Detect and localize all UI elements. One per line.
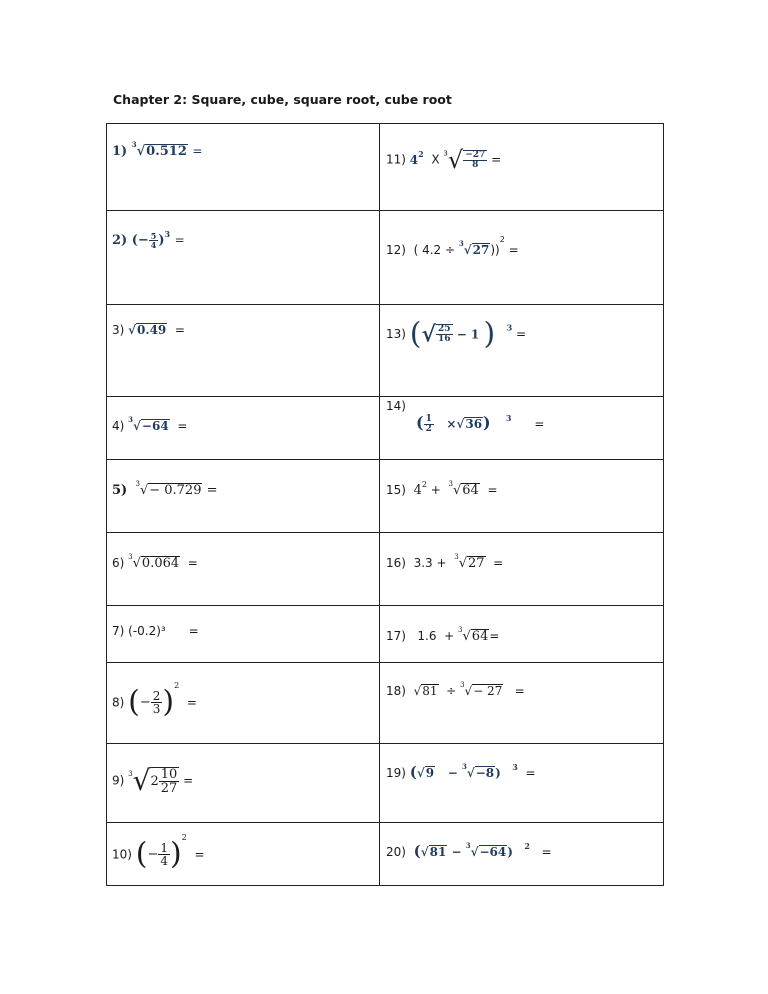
equals-sign: = bbox=[487, 483, 498, 497]
worksheet-title: Chapter 2: Square, cube, square root, cube root bbox=[113, 92, 452, 107]
plus-sign: + bbox=[430, 483, 441, 497]
problem-1-cell: 1) $^3$√0.512 = bbox=[107, 124, 380, 211]
radicand: 81 bbox=[422, 684, 438, 698]
radical-index: 3 bbox=[443, 149, 448, 158]
radicand: 81 bbox=[429, 845, 447, 859]
expression: (-0.2)³ bbox=[128, 624, 166, 638]
denominator: 3 bbox=[152, 702, 161, 716]
equals-sign: = bbox=[508, 243, 519, 257]
problem-11-cell: 11) $4^2$ X $^3$√ $\frac{-27}{8}$ = bbox=[380, 124, 664, 211]
table-row bbox=[107, 606, 664, 663]
base: 1.6 bbox=[417, 629, 437, 643]
exponent: 2 bbox=[181, 833, 187, 842]
equals-sign: = bbox=[493, 556, 504, 570]
problem-10-cell: 10) (− $\frac{1}{4}$ )$^2$ = bbox=[107, 823, 380, 886]
radicand: − 27 bbox=[473, 684, 503, 698]
equals-sign: = bbox=[516, 327, 527, 341]
problem-13-label: 13) bbox=[386, 327, 406, 341]
base: 3.3 bbox=[413, 556, 433, 570]
equals-sign: = bbox=[188, 624, 199, 638]
numerator: 1 bbox=[425, 414, 432, 424]
equals-sign: = bbox=[174, 323, 185, 337]
problem-6-label: 6) bbox=[112, 556, 125, 570]
problem-2-label: 2) bbox=[112, 233, 128, 248]
radicand: 0.512 bbox=[146, 144, 187, 159]
radical-index: 3 bbox=[465, 841, 471, 850]
exponent: 2 bbox=[524, 841, 530, 851]
close-paren: ) bbox=[158, 233, 165, 248]
table-row bbox=[107, 533, 664, 606]
radicand: 9 bbox=[425, 766, 435, 780]
problem-20-label: 20) bbox=[386, 845, 406, 859]
base: 4 bbox=[409, 152, 419, 167]
problem-12-label: 12) bbox=[386, 243, 406, 257]
exponent: 2 bbox=[418, 148, 424, 159]
table-row bbox=[107, 744, 664, 823]
radical-index: 3 bbox=[460, 681, 465, 689]
equals-sign: = bbox=[194, 847, 205, 862]
problem-3-label: 3) bbox=[112, 323, 125, 337]
problem-5-cell: 5) $^3$√− 0.729 = bbox=[107, 460, 380, 533]
radicand: 27 bbox=[472, 243, 490, 257]
denominator: 8 bbox=[472, 160, 479, 170]
numerator: 10 bbox=[160, 766, 178, 782]
equals-sign: = bbox=[174, 233, 185, 247]
radicand: 36 bbox=[465, 417, 483, 431]
times-sign: X bbox=[431, 152, 440, 167]
problem-15-cell: 15) $4^2 + ^3√64$ = bbox=[380, 460, 664, 533]
equals-sign: = bbox=[183, 773, 194, 788]
table-row bbox=[107, 823, 664, 886]
problem-4-cell: 4) $^3$√−64 = bbox=[107, 397, 380, 460]
exponent: 3 bbox=[505, 413, 512, 423]
denominator: 16 bbox=[437, 334, 451, 344]
problem-16-label: 16) bbox=[386, 556, 406, 570]
plus-sign: + bbox=[436, 556, 447, 570]
open-paren: (− bbox=[131, 233, 149, 248]
numerator: −27 bbox=[465, 150, 486, 160]
times-sign: × bbox=[446, 417, 457, 431]
radical-index: 3 bbox=[128, 415, 134, 424]
equals-sign: = bbox=[491, 152, 502, 167]
problem-19-label: 19) bbox=[386, 766, 406, 780]
exponent: 3 bbox=[506, 322, 513, 333]
equals-sign: = bbox=[206, 483, 218, 498]
table-row bbox=[107, 663, 664, 744]
equals-sign: = bbox=[192, 144, 203, 158]
equals-sign: = bbox=[187, 556, 198, 570]
numerator: 5 bbox=[150, 231, 157, 241]
radicand: −64 bbox=[479, 845, 507, 859]
equals-sign: = bbox=[489, 629, 500, 643]
radical-index: 3 bbox=[448, 480, 453, 488]
minus-sign: − bbox=[451, 845, 462, 859]
denominator: 27 bbox=[160, 780, 178, 796]
radical-index: 3 bbox=[461, 762, 467, 771]
radicand: −8 bbox=[475, 766, 495, 780]
radical-index: 3 bbox=[454, 553, 459, 561]
equals-sign: = bbox=[534, 417, 545, 431]
radical-index: 3 bbox=[128, 553, 133, 561]
exponent: 2 bbox=[499, 235, 505, 244]
problem-17-cell: 17) 1.6 + $^3$√64= bbox=[380, 606, 664, 663]
exponent: 3 bbox=[512, 762, 518, 772]
equals-sign: = bbox=[186, 695, 197, 710]
numerator: 1 bbox=[160, 841, 169, 855]
radicand: 64 bbox=[471, 629, 489, 644]
problem-8-cell: 8) (− $\frac{2}{3}$ )$^2$ = bbox=[107, 663, 380, 744]
minus-one: − 1 bbox=[456, 327, 480, 341]
problem-20-cell: 20) (√81 − $^3$√−64) $^2$ = bbox=[380, 823, 664, 886]
close-paren: )) bbox=[490, 243, 500, 257]
problem-9-label: 9) bbox=[112, 773, 125, 788]
radicand: 27 bbox=[467, 556, 485, 571]
table-row bbox=[107, 460, 664, 533]
numerator: 25 bbox=[437, 324, 451, 334]
exponent: 2 bbox=[421, 480, 427, 489]
base: 4 bbox=[413, 483, 422, 498]
denominator: 4 bbox=[150, 240, 157, 250]
radicand: 64 bbox=[462, 483, 479, 498]
equals-sign: = bbox=[525, 766, 536, 780]
exponent: 3 bbox=[164, 229, 171, 239]
exponent: 2 bbox=[174, 681, 180, 690]
denominator: 4 bbox=[160, 854, 169, 868]
whole-number: 2 bbox=[150, 773, 159, 789]
radicand: −64 bbox=[141, 419, 169, 433]
radical-index: 3 bbox=[458, 626, 463, 634]
radical-index: 3 bbox=[458, 239, 464, 248]
problem-11-label: 11) bbox=[386, 152, 406, 167]
radical-index: 3 bbox=[135, 480, 140, 488]
problem-19-cell: 19) (√9 − $^3$√−8) $^3$ = bbox=[380, 744, 664, 823]
problem-4-label: 4) bbox=[112, 419, 125, 433]
problem-2-cell bbox=[107, 211, 380, 305]
open-expression: ( 4.2 ÷ bbox=[413, 243, 456, 257]
problem-17-label: 17) bbox=[386, 629, 406, 643]
radical-index: 3 bbox=[128, 770, 133, 778]
problem-6-cell: 6) $^3$√0.064 = bbox=[107, 533, 380, 606]
problem-14-cell: 14) ( $\frac{1}{2}$ ×√36) $^3$ = bbox=[380, 397, 664, 460]
close-paren: ) bbox=[507, 845, 513, 859]
radical-index: 3 bbox=[131, 140, 137, 149]
radicand: − 0.729 bbox=[149, 483, 202, 498]
table-row bbox=[107, 124, 664, 211]
equals-sign: = bbox=[541, 845, 552, 859]
problem-5-label: 5) bbox=[112, 483, 128, 498]
problem-10-label: 10) bbox=[112, 847, 132, 862]
equals-sign: = bbox=[514, 684, 525, 698]
numerator: 2 bbox=[152, 689, 161, 703]
close-paren: ) bbox=[495, 766, 501, 780]
problem-18-cell: 18) √81 ÷ $^3$√− 27 = bbox=[380, 663, 664, 744]
equals-sign: = bbox=[177, 419, 188, 433]
problem-9-cell: 9) $^3$√2 $\frac{10}{27}$ = bbox=[107, 744, 380, 823]
problem-13-cell: 13) (√ $\frac{25}{16}$ − 1 ) $^3$ = bbox=[380, 305, 664, 397]
problem-7-label: 7) bbox=[112, 624, 125, 638]
divide-sign: ÷ bbox=[446, 684, 457, 698]
problem-15-label: 15) bbox=[386, 483, 406, 497]
problem-3-cell: 3) √0.49 = bbox=[107, 305, 380, 397]
radicand: 0.064 bbox=[141, 556, 180, 571]
table-row bbox=[107, 305, 664, 397]
problem-table bbox=[106, 123, 664, 886]
problem-16-cell: 16) 3.3 + $^3$√27 = bbox=[380, 533, 664, 606]
table-row bbox=[107, 211, 664, 305]
plus-sign: + bbox=[444, 629, 455, 643]
problem-14-label: 14) bbox=[386, 399, 406, 413]
problem-12-cell: 12) ( 4.2 ÷ $^3$√27))$^2$ = bbox=[380, 211, 664, 305]
problem-7-cell bbox=[107, 606, 380, 663]
denominator: 2 bbox=[425, 424, 432, 434]
problem-1-label: 1) bbox=[112, 144, 128, 159]
table-row bbox=[107, 397, 664, 460]
radicand: 0.49 bbox=[137, 323, 167, 337]
problem-18-label: 18) bbox=[386, 684, 406, 698]
problem-8-label: 8) bbox=[112, 695, 125, 710]
minus-sign: − bbox=[447, 766, 458, 780]
